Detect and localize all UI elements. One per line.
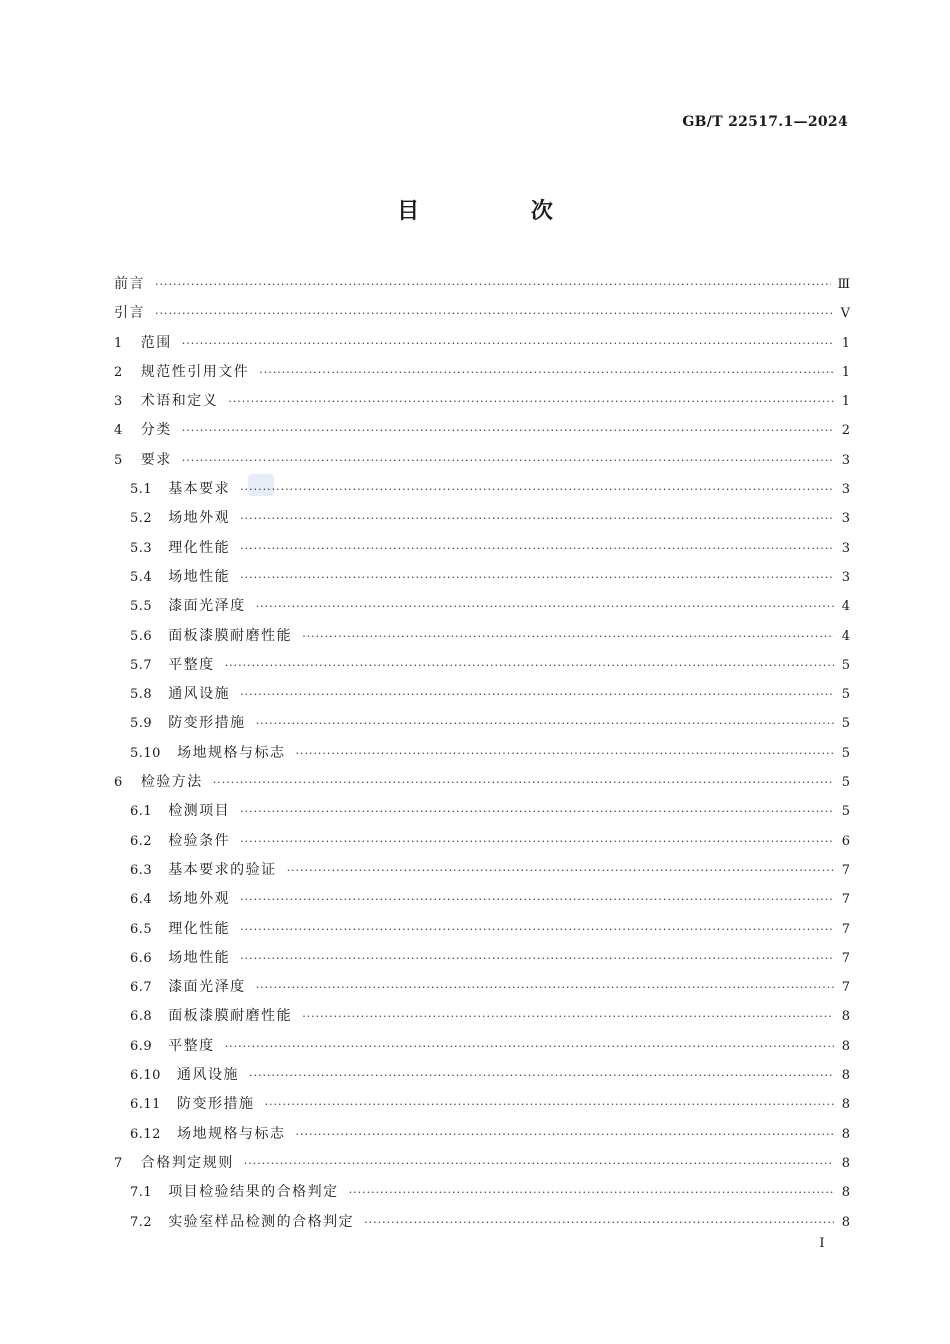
toc-entry-page: 2 [841,423,850,439]
toc-leader-dots [155,299,834,328]
toc-leader-dots [155,270,831,299]
toc-entry-number: 5.6 [130,628,153,644]
toc-entry-number: 6.5 [130,921,153,937]
toc-entry[interactable] [114,827,850,856]
toc-entry[interactable] [114,1002,850,1031]
toc-entry-label: 面板漆膜耐磨性能 [168,1008,293,1025]
toc-leader-dots [240,504,834,533]
toc-entry-page: 3 [841,482,850,498]
toc-entry-label: 范围 [140,334,172,351]
toc-entry-page: 8 [841,1126,850,1142]
toc-entry-number: 6 [114,775,123,791]
toc-leader-dots [295,739,834,768]
toc-entry-page: 5 [841,804,850,820]
toc-leader-dots [240,563,834,592]
toc-entry-page: 3 [841,511,850,527]
toc-entry[interactable] [114,885,850,914]
toc-entry-number: 6.6 [130,950,153,966]
toc-leader-dots [228,387,834,416]
toc-entry[interactable] [114,622,850,651]
page-title: 目 次 [397,198,605,224]
toc-entry-label: 实验室样品检测的合格判定 [168,1213,355,1230]
toc-entry-label: 理化性能 [168,920,231,937]
toc-entry-number: 6.12 [130,1126,161,1142]
toc-leader-dots [225,651,834,680]
toc-entry-number: 3 [114,394,123,410]
toc-leader-dots [256,709,834,738]
toc-entry-label: 防变形措施 [176,1096,255,1113]
toc-entry-label: 面板漆膜耐磨性能 [168,627,293,644]
toc-entry-page: 7 [841,921,850,937]
toc-entry-label: 通风设施 [176,1067,239,1084]
toc-entry-number: 5.10 [130,745,161,761]
toc-leader-dots [264,1090,834,1119]
toc-entry-label: 平整度 [168,1037,215,1054]
toc-entry-number: 4 [114,423,123,439]
toc-entry-number: 5 [114,452,123,468]
toc-entry-label: 引言 [114,305,145,322]
toc-leader-dots [240,475,834,504]
toc-leader-dots [364,1208,834,1237]
toc-entry-number: 6.10 [130,1068,161,1084]
toc-entry-label: 基本要求的验证 [168,861,277,878]
toc-entry-label: 场地规格与标志 [176,1125,286,1142]
toc-entry-number: 6.2 [130,833,153,849]
toc-entry[interactable] [114,329,850,358]
toc-leader-dots [240,797,834,826]
toc-entry[interactable] [114,915,850,944]
toc-entry-number: 5.4 [130,569,153,585]
standard-code: GB/T 22517.1—2024 [682,114,848,130]
toc-leader-dots [287,856,834,885]
toc-entry[interactable] [114,534,850,563]
toc-entry-number: 6.1 [130,804,153,820]
toc-leader-dots [295,1120,834,1149]
toc-entry-number: 5.3 [130,540,153,556]
toc-entry-page: 5 [841,745,850,761]
toc-entry-label: 基本要求 [168,481,231,498]
toc-entry-page: 3 [841,569,850,585]
toc-leader-dots [256,592,834,621]
toc-leader-dots [213,768,834,797]
toc-entry-page: 4 [841,599,850,615]
toc-entry-label: 场地性能 [168,949,231,966]
toc-entry-number: 6.11 [130,1097,161,1113]
toc-entry[interactable] [114,563,850,592]
toc-leader-dots [244,1149,834,1178]
toc-leader-dots [240,680,834,709]
toc-entry[interactable] [114,680,850,709]
toc-entry-page: 8 [841,1155,850,1171]
toc-entry-number: 7.1 [130,1185,153,1201]
toc-entry-label: 检验方法 [140,774,203,791]
toc-entry-label: 分类 [140,422,172,439]
toc-entry[interactable] [114,1149,850,1178]
toc-entry-number: 5.2 [130,511,153,527]
toc-entry[interactable] [114,709,850,738]
toc-entry-page: 8 [841,1068,850,1084]
toc-leader-dots [182,446,834,475]
toc-entry-label: 场地外观 [168,510,231,527]
toc-entry-label: 防变形措施 [168,715,246,732]
toc-entry[interactable] [114,475,850,504]
toc-entry-page: 4 [841,628,850,644]
toc-entry-page: 8 [841,1038,850,1054]
toc-entry-label: 场地外观 [168,891,231,908]
toc-entry-number: 6.7 [130,980,153,996]
table-of-contents [114,270,850,1237]
toc-entry[interactable] [114,1178,850,1207]
toc-leader-dots [182,329,834,358]
toc-leader-dots [302,622,834,651]
toc-entry-page: 7 [841,980,850,996]
toc-entry[interactable] [114,1061,850,1090]
toc-entry-number: 7 [114,1155,123,1171]
toc-entry-page: 5 [841,775,850,791]
toc-entry[interactable] [114,973,850,1002]
toc-entry[interactable] [114,592,850,621]
toc-entry[interactable] [114,270,850,299]
toc-entry-page: Ⅴ [840,306,850,322]
toc-entry-number: 2 [114,364,123,380]
toc-entry-label: 要求 [140,451,172,468]
toc-entry-number: 5.9 [130,716,153,732]
toc-entry-page: 7 [841,892,850,908]
toc-entry[interactable] [114,856,850,885]
toc-entry[interactable] [114,446,850,475]
toc-entry[interactable] [114,797,850,826]
toc-leader-dots [302,1002,834,1031]
toc-entry-number: 5.5 [130,599,153,615]
toc-entry[interactable] [114,1032,850,1061]
toc-leader-dots [182,416,834,445]
toc-entry-page: 5 [841,716,850,732]
toc-entry-label: 术语和定义 [140,393,219,410]
toc-leader-dots [256,973,834,1002]
toc-entry-page: 8 [841,1185,850,1201]
toc-entry-label: 合格判定规则 [140,1154,234,1171]
toc-entry[interactable] [114,1090,850,1119]
toc-leader-dots [349,1178,834,1207]
toc-entry-page: 5 [841,687,850,703]
toc-entry-number: 5.7 [130,657,153,673]
toc-entry-number: 6.3 [130,862,153,878]
toc-entry-label: 场地性能 [168,568,231,585]
toc-leader-dots [240,885,834,914]
toc-entry-number: 7.2 [130,1214,153,1230]
toc-entry-page: 1 [841,364,850,380]
toc-entry-page: 8 [841,1009,850,1025]
toc-entry-number: 5.1 [130,482,153,498]
toc-entry-label: 漆面光泽度 [168,598,246,615]
toc-entry-label: 前言 [114,276,145,292]
toc-leader-dots [249,1061,834,1090]
toc-entry-label: 项目检验结果的合格判定 [168,1184,339,1201]
toc-entry[interactable] [114,768,850,797]
toc-entry-label: 规范性引用文件 [140,363,250,380]
toc-entry-page: 1 [841,394,850,410]
toc-entry-number: 6.9 [130,1038,153,1054]
toc-entry-label: 检测项目 [168,803,231,820]
toc-leader-dots [225,1032,834,1061]
toc-entry-page: Ⅲ [837,277,850,292]
toc-entry-page: 3 [841,540,850,556]
toc-entry[interactable] [114,944,850,973]
toc-entry-page: 7 [841,950,850,966]
toc-entry[interactable] [114,416,850,445]
toc-entry[interactable] [114,504,850,533]
toc-entry-page: 5 [841,657,850,673]
toc-leader-dots [240,534,834,563]
toc-entry-label: 理化性能 [168,539,231,556]
toc-entry-page: 8 [841,1214,850,1230]
toc-leader-dots [259,358,834,387]
toc-entry[interactable] [114,299,850,328]
toc-entry-label: 平整度 [168,656,215,673]
toc-entry[interactable] [114,1120,850,1149]
toc-entry[interactable] [114,739,850,768]
toc-entry-page: 8 [841,1097,850,1113]
footer-page-number: Ⅰ [819,1236,825,1251]
toc-entry-label: 漆面光泽度 [168,979,246,996]
toc-entry-number: 6.8 [130,1009,153,1025]
toc-leader-dots [240,915,834,944]
toc-leader-dots [240,944,834,973]
toc-entry[interactable] [114,651,850,680]
toc-entry-page: 3 [841,452,850,468]
toc-entry-number: 6.4 [130,892,153,908]
toc-entry-label: 场地规格与标志 [176,744,286,761]
toc-entry[interactable] [114,1208,850,1237]
toc-entry-page: 1 [841,335,850,351]
toc-entry[interactable] [114,358,850,387]
toc-entry-page: 6 [841,833,850,849]
toc-entry-label: 检验条件 [168,832,231,849]
toc-entry-number: 1 [114,335,123,351]
toc-entry-page: 7 [841,862,850,878]
toc-leader-dots [240,827,834,856]
toc-entry-label: 通风设施 [168,686,231,703]
toc-entry[interactable] [114,387,850,416]
toc-entry-number: 5.8 [130,687,153,703]
